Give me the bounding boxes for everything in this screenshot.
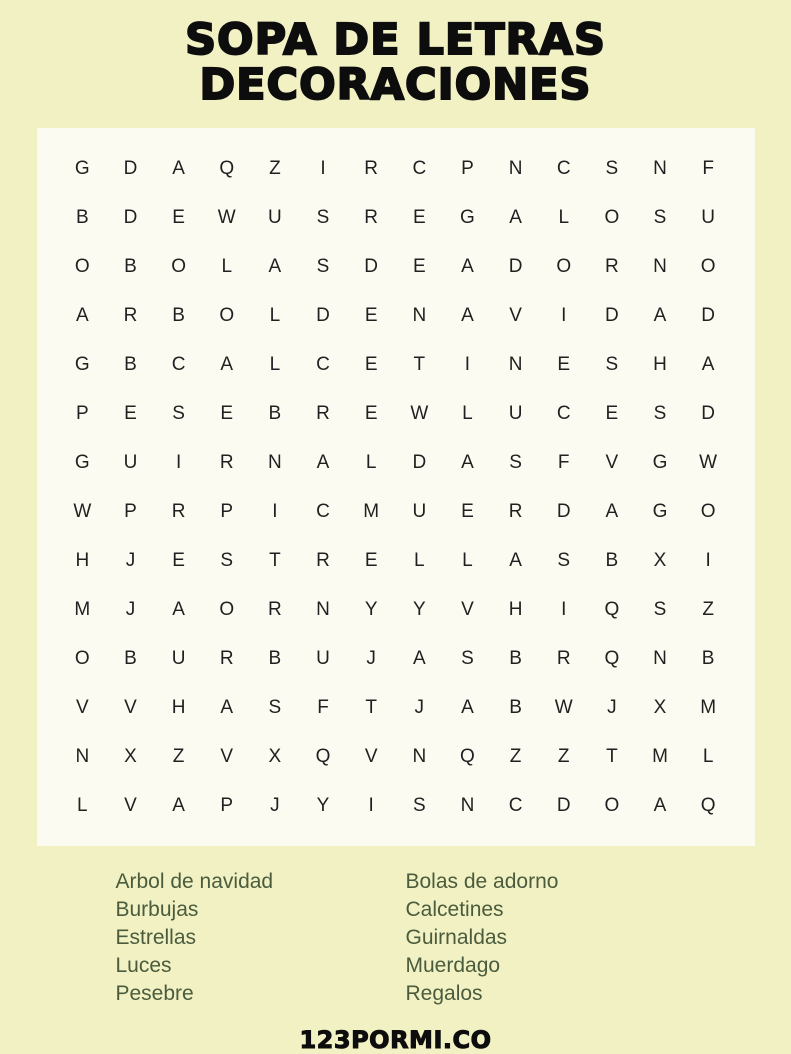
letter-cell[interactable]: N <box>653 647 668 669</box>
letter-cell[interactable]: V <box>75 696 90 718</box>
letter-cell[interactable]: V <box>364 745 378 767</box>
letter-cell[interactable]: J <box>270 794 281 816</box>
letter-cell[interactable]: A <box>461 451 475 473</box>
letter-cell[interactable]: S <box>220 549 234 571</box>
letter-cell[interactable]: S <box>605 157 619 179</box>
letter-cell[interactable]: L <box>269 353 281 375</box>
letter-cell[interactable]: D <box>556 794 572 816</box>
letter-cell[interactable]: O <box>700 500 717 522</box>
letter-cell[interactable]: D <box>701 402 716 424</box>
letter-cell[interactable]: P <box>220 500 234 522</box>
letter-cell[interactable]: A <box>220 353 234 375</box>
letter-cell[interactable]: W <box>554 696 574 718</box>
letter-cell[interactable]: I <box>320 157 327 179</box>
letter-grid-row <box>59 781 733 830</box>
letter-cell[interactable]: J <box>366 647 377 669</box>
letter-cell[interactable]: D <box>316 304 331 326</box>
letter-cell[interactable]: B <box>124 647 138 669</box>
letter-cell[interactable]: R <box>123 304 138 326</box>
letter-cell[interactable]: B <box>509 647 523 669</box>
letter-cell[interactable]: A <box>172 157 186 179</box>
letter-cell[interactable]: N <box>412 304 427 326</box>
letter-cell[interactable]: R <box>316 402 331 424</box>
letter-cell[interactable]: A <box>653 304 667 326</box>
letter-cell[interactable]: J <box>607 696 618 718</box>
letter-cell[interactable]: F <box>317 696 330 718</box>
letter-cell[interactable]: T <box>269 549 282 571</box>
letter-cell[interactable]: M <box>363 500 380 522</box>
word-list-item[interactable]: Arbol de navidad <box>115 870 274 894</box>
letter-cell[interactable]: N <box>508 353 523 375</box>
letter-cell[interactable]: G <box>74 157 91 179</box>
letter-grid-row <box>59 144 733 193</box>
letter-cell[interactable]: X <box>653 696 667 718</box>
letter-cell[interactable]: W <box>73 500 92 522</box>
letter-cell[interactable]: U <box>316 647 331 669</box>
letter-cell[interactable]: N <box>653 157 668 179</box>
letter-cell[interactable]: Q <box>604 647 620 669</box>
letter-cell[interactable]: I <box>272 500 279 522</box>
letter-grid-row <box>59 340 733 389</box>
letter-cell[interactable]: W <box>410 402 429 424</box>
letter-cell[interactable]: R <box>268 598 283 620</box>
letter-cell[interactable]: V <box>124 794 138 816</box>
letter-cell[interactable]: V <box>605 451 619 473</box>
letter-cell[interactable]: O <box>604 794 620 816</box>
letter-cell[interactable]: X <box>268 745 282 767</box>
letter-cell[interactable]: A <box>172 794 186 816</box>
letter-cell[interactable]: B <box>605 549 619 571</box>
letter-cell[interactable]: E <box>364 402 378 424</box>
letter-cell[interactable]: R <box>556 647 572 669</box>
letter-cell[interactable]: O <box>604 206 620 228</box>
letter-cell[interactable]: P <box>124 500 138 522</box>
letter-cell[interactable]: C <box>316 353 331 375</box>
letter-cell[interactable]: X <box>653 549 667 571</box>
letter-cell[interactable]: D <box>364 255 379 277</box>
letter-cell[interactable]: D <box>605 304 620 326</box>
letter-cell[interactable]: U <box>123 451 138 473</box>
letter-cell[interactable]: S <box>557 549 571 571</box>
letter-cell[interactable]: R <box>364 157 379 179</box>
letter-cell[interactable]: O <box>219 598 235 620</box>
letter-cell[interactable]: X <box>124 745 138 767</box>
letter-cell[interactable]: A <box>461 304 475 326</box>
letter-cell[interactable]: W <box>217 206 237 228</box>
letter-cell[interactable]: A <box>509 206 523 228</box>
letter-cell[interactable]: S <box>268 696 282 718</box>
letter-cell[interactable]: I <box>561 304 567 326</box>
letter-cell[interactable]: L <box>462 402 474 424</box>
letter-cell[interactable]: N <box>316 598 331 620</box>
letter-cell[interactable]: T <box>365 696 378 718</box>
letter-cell[interactable]: U <box>171 647 186 669</box>
letter-cell[interactable]: R <box>219 647 235 669</box>
letter-cell[interactable]: N <box>508 157 523 179</box>
letter-cell[interactable]: D <box>123 157 138 179</box>
letter-cell[interactable]: B <box>124 353 138 375</box>
letter-cell[interactable]: F <box>702 157 715 179</box>
letter-cell[interactable]: G <box>652 451 668 473</box>
letter-cell[interactable]: A <box>605 500 619 522</box>
letter-cell[interactable]: N <box>75 745 90 767</box>
letter-cell[interactable]: B <box>509 696 523 718</box>
letter-cell[interactable]: E <box>220 402 234 424</box>
letter-cell[interactable]: B <box>75 206 90 228</box>
letter-cell[interactable]: C <box>412 157 427 179</box>
word-list-item[interactable]: Regalos <box>405 982 483 1006</box>
letter-cell[interactable]: G <box>74 451 91 473</box>
letter-cell[interactable]: E <box>172 549 186 571</box>
letter-cell[interactable]: V <box>509 304 523 326</box>
letter-cell[interactable]: Q <box>700 794 717 816</box>
letter-grid-row <box>59 242 733 291</box>
letter-cell[interactable]: J <box>414 696 425 718</box>
letter-cell[interactable]: R <box>364 206 379 228</box>
letter-cell[interactable]: L <box>414 549 426 571</box>
letter-cell[interactable]: U <box>412 500 427 522</box>
letter-cell[interactable]: S <box>653 206 667 228</box>
letter-cell[interactable]: A <box>75 304 90 326</box>
letter-cell[interactable]: W <box>699 451 718 473</box>
letter-grid-row <box>59 683 733 732</box>
letter-cell[interactable]: A <box>653 794 667 816</box>
page-title: SOPA DE LETRAS DECORACIONES <box>185 15 606 111</box>
letter-cell[interactable]: L <box>702 745 714 767</box>
letter-cell[interactable]: R <box>605 255 620 277</box>
letter-cell[interactable]: U <box>268 206 283 228</box>
letter-cell[interactable]: S <box>509 451 523 473</box>
letter-cell[interactable]: E <box>412 255 427 277</box>
letter-cell[interactable]: N <box>653 255 668 277</box>
letter-cell[interactable]: O <box>74 647 91 669</box>
letter-cell[interactable]: C <box>556 402 572 424</box>
letter-cell[interactable]: L <box>558 206 570 228</box>
letter-grid-row <box>59 193 733 242</box>
word-list-column-left <box>116 868 406 1008</box>
letter-cell[interactable]: L <box>77 794 89 816</box>
letter-cell[interactable]: S <box>461 647 475 669</box>
letter-cell[interactable]: L <box>462 549 474 571</box>
letter-cell[interactable]: Y <box>316 794 330 816</box>
letter-cell[interactable]: I <box>464 353 471 375</box>
letter-cell[interactable]: T <box>606 745 619 767</box>
letter-cell[interactable]: E <box>364 304 378 326</box>
letter-grid[interactable] <box>37 128 755 846</box>
letter-grid-row <box>59 585 733 634</box>
letter-cell[interactable]: B <box>701 647 715 669</box>
letter-cell[interactable]: S <box>653 402 667 424</box>
letter-cell[interactable]: J <box>125 598 136 620</box>
letter-cell[interactable]: M <box>652 745 669 767</box>
letter-cell[interactable]: B <box>268 402 282 424</box>
letter-cell[interactable]: B <box>124 255 138 277</box>
letter-cell[interactable]: I <box>705 549 712 571</box>
letter-cell[interactable]: L <box>269 304 281 326</box>
word-list-item[interactable]: Calcetines <box>405 898 504 922</box>
letter-cell[interactable]: L <box>365 451 377 473</box>
letter-cell[interactable]: C <box>171 353 186 375</box>
letter-cell[interactable]: V <box>461 598 475 620</box>
letter-cell[interactable]: N <box>460 794 475 816</box>
letter-cell[interactable]: N <box>412 745 427 767</box>
letter-cell[interactable]: T <box>413 353 426 375</box>
letter-cell[interactable]: D <box>508 255 523 277</box>
letter-cell[interactable]: P <box>220 794 234 816</box>
letter-cell[interactable]: E <box>124 402 138 424</box>
letter-cell[interactable]: B <box>268 647 282 669</box>
letter-cell[interactable]: Q <box>219 157 235 179</box>
letter-cell[interactable]: P <box>75 402 90 424</box>
letter-cell[interactable]: G <box>74 353 91 375</box>
letter-cell[interactable]: D <box>123 206 138 228</box>
letter-cell[interactable]: O <box>74 255 91 277</box>
letter-cell[interactable]: I <box>175 451 182 473</box>
letter-cell[interactable]: C <box>556 157 572 179</box>
letter-cell[interactable]: O <box>171 255 187 277</box>
word-list-column-right <box>406 868 676 1008</box>
letter-cell[interactable]: O <box>219 304 235 326</box>
letter-cell[interactable]: S <box>605 353 619 375</box>
letter-grid-row <box>59 536 733 585</box>
letter-cell[interactable]: Y <box>412 598 427 620</box>
letter-cell[interactable]: H <box>508 598 523 620</box>
letter-cell[interactable]: Z <box>557 745 571 767</box>
letter-cell[interactable]: M <box>74 598 91 620</box>
letter-cell[interactable]: Q <box>460 745 476 767</box>
letter-cell[interactable]: R <box>508 500 523 522</box>
letter-cell[interactable]: A <box>220 696 234 718</box>
letter-cell[interactable]: B <box>172 304 186 326</box>
letter-cell[interactable]: R <box>171 500 186 522</box>
letter-cell[interactable]: D <box>701 304 716 326</box>
letter-cell[interactable]: F <box>557 451 571 473</box>
footer-brand: 123PORMI.CO <box>299 1026 492 1054</box>
letter-cell[interactable]: A <box>268 255 282 277</box>
letter-cell[interactable]: N <box>268 451 283 473</box>
letter-cell[interactable]: S <box>412 794 427 816</box>
letter-cell[interactable]: A <box>509 549 523 571</box>
letter-cell[interactable]: A <box>412 647 427 669</box>
letter-cell[interactable]: V <box>124 696 138 718</box>
letter-cell[interactable]: P <box>461 157 475 179</box>
letter-cell[interactable]: L <box>221 255 233 277</box>
letter-cell[interactable]: Q <box>315 745 331 767</box>
letter-cell[interactable]: Y <box>364 598 378 620</box>
word-list-item[interactable]: Estrellas <box>115 926 197 950</box>
letter-cell[interactable]: O <box>556 255 572 277</box>
letter-cell[interactable]: U <box>508 402 523 424</box>
letter-cell[interactable]: A <box>701 353 715 375</box>
letter-cell[interactable]: E <box>412 206 427 228</box>
letter-cell[interactable]: I <box>368 794 375 816</box>
letter-cell[interactable]: Q <box>604 598 620 620</box>
letter-cell[interactable]: E <box>364 353 378 375</box>
word-list-item[interactable]: Muerdago <box>405 954 501 978</box>
letter-cell[interactable]: E <box>557 353 571 375</box>
letter-cell[interactable]: S <box>316 255 330 277</box>
letter-cell[interactable]: S <box>316 206 330 228</box>
letter-cell[interactable]: I <box>561 598 567 620</box>
letter-cell[interactable]: A <box>172 598 186 620</box>
letter-cell[interactable]: S <box>172 402 186 424</box>
letter-cell[interactable]: Z <box>509 745 522 767</box>
letter-grid-row <box>59 389 733 438</box>
letter-cell[interactable]: R <box>316 549 331 571</box>
letter-cell[interactable]: H <box>653 353 668 375</box>
word-list-item[interactable]: Burbujas <box>115 898 199 922</box>
letter-cell[interactable]: G <box>652 500 668 522</box>
letter-cell[interactable]: C <box>508 794 523 816</box>
letter-cell[interactable]: E <box>461 500 475 522</box>
letter-cell[interactable]: U <box>701 206 716 228</box>
letter-cell[interactable]: H <box>75 549 90 571</box>
letter-cell[interactable]: D <box>412 451 427 473</box>
word-list-item[interactable]: Bolas de adorno <box>405 870 559 894</box>
letter-cell[interactable]: H <box>171 696 186 718</box>
letter-cell[interactable]: Z <box>269 157 282 179</box>
letter-cell[interactable]: R <box>219 451 235 473</box>
letter-grid-row <box>59 634 733 683</box>
letter-cell[interactable]: A <box>316 451 330 473</box>
letter-cell[interactable]: M <box>700 696 717 718</box>
letter-cell[interactable]: C <box>316 500 331 522</box>
letter-cell[interactable]: Z <box>172 745 185 767</box>
letter-cell[interactable]: S <box>653 598 667 620</box>
word-list-item[interactable]: Pesebre <box>115 982 194 1006</box>
letter-cell[interactable]: E <box>605 402 619 424</box>
letter-cell[interactable]: O <box>700 255 717 277</box>
letter-grid-row <box>59 487 733 536</box>
letter-cell[interactable]: Z <box>702 598 715 620</box>
letter-cell[interactable]: D <box>556 500 572 522</box>
letter-cell[interactable]: V <box>220 745 234 767</box>
letter-grid-row <box>59 291 733 340</box>
word-list <box>116 868 676 1008</box>
letter-cell[interactable]: E <box>172 206 186 228</box>
letter-cell[interactable]: A <box>461 255 475 277</box>
word-list-item[interactable]: Luces <box>115 954 172 978</box>
word-list-item[interactable]: Guirnaldas <box>405 926 508 950</box>
letter-grid-row <box>59 732 733 781</box>
letter-cell[interactable]: J <box>125 549 136 571</box>
letter-cell[interactable]: E <box>364 549 378 571</box>
letter-cell[interactable]: A <box>461 696 475 718</box>
letter-cell[interactable]: G <box>460 206 476 228</box>
letter-grid-row <box>59 438 733 487</box>
